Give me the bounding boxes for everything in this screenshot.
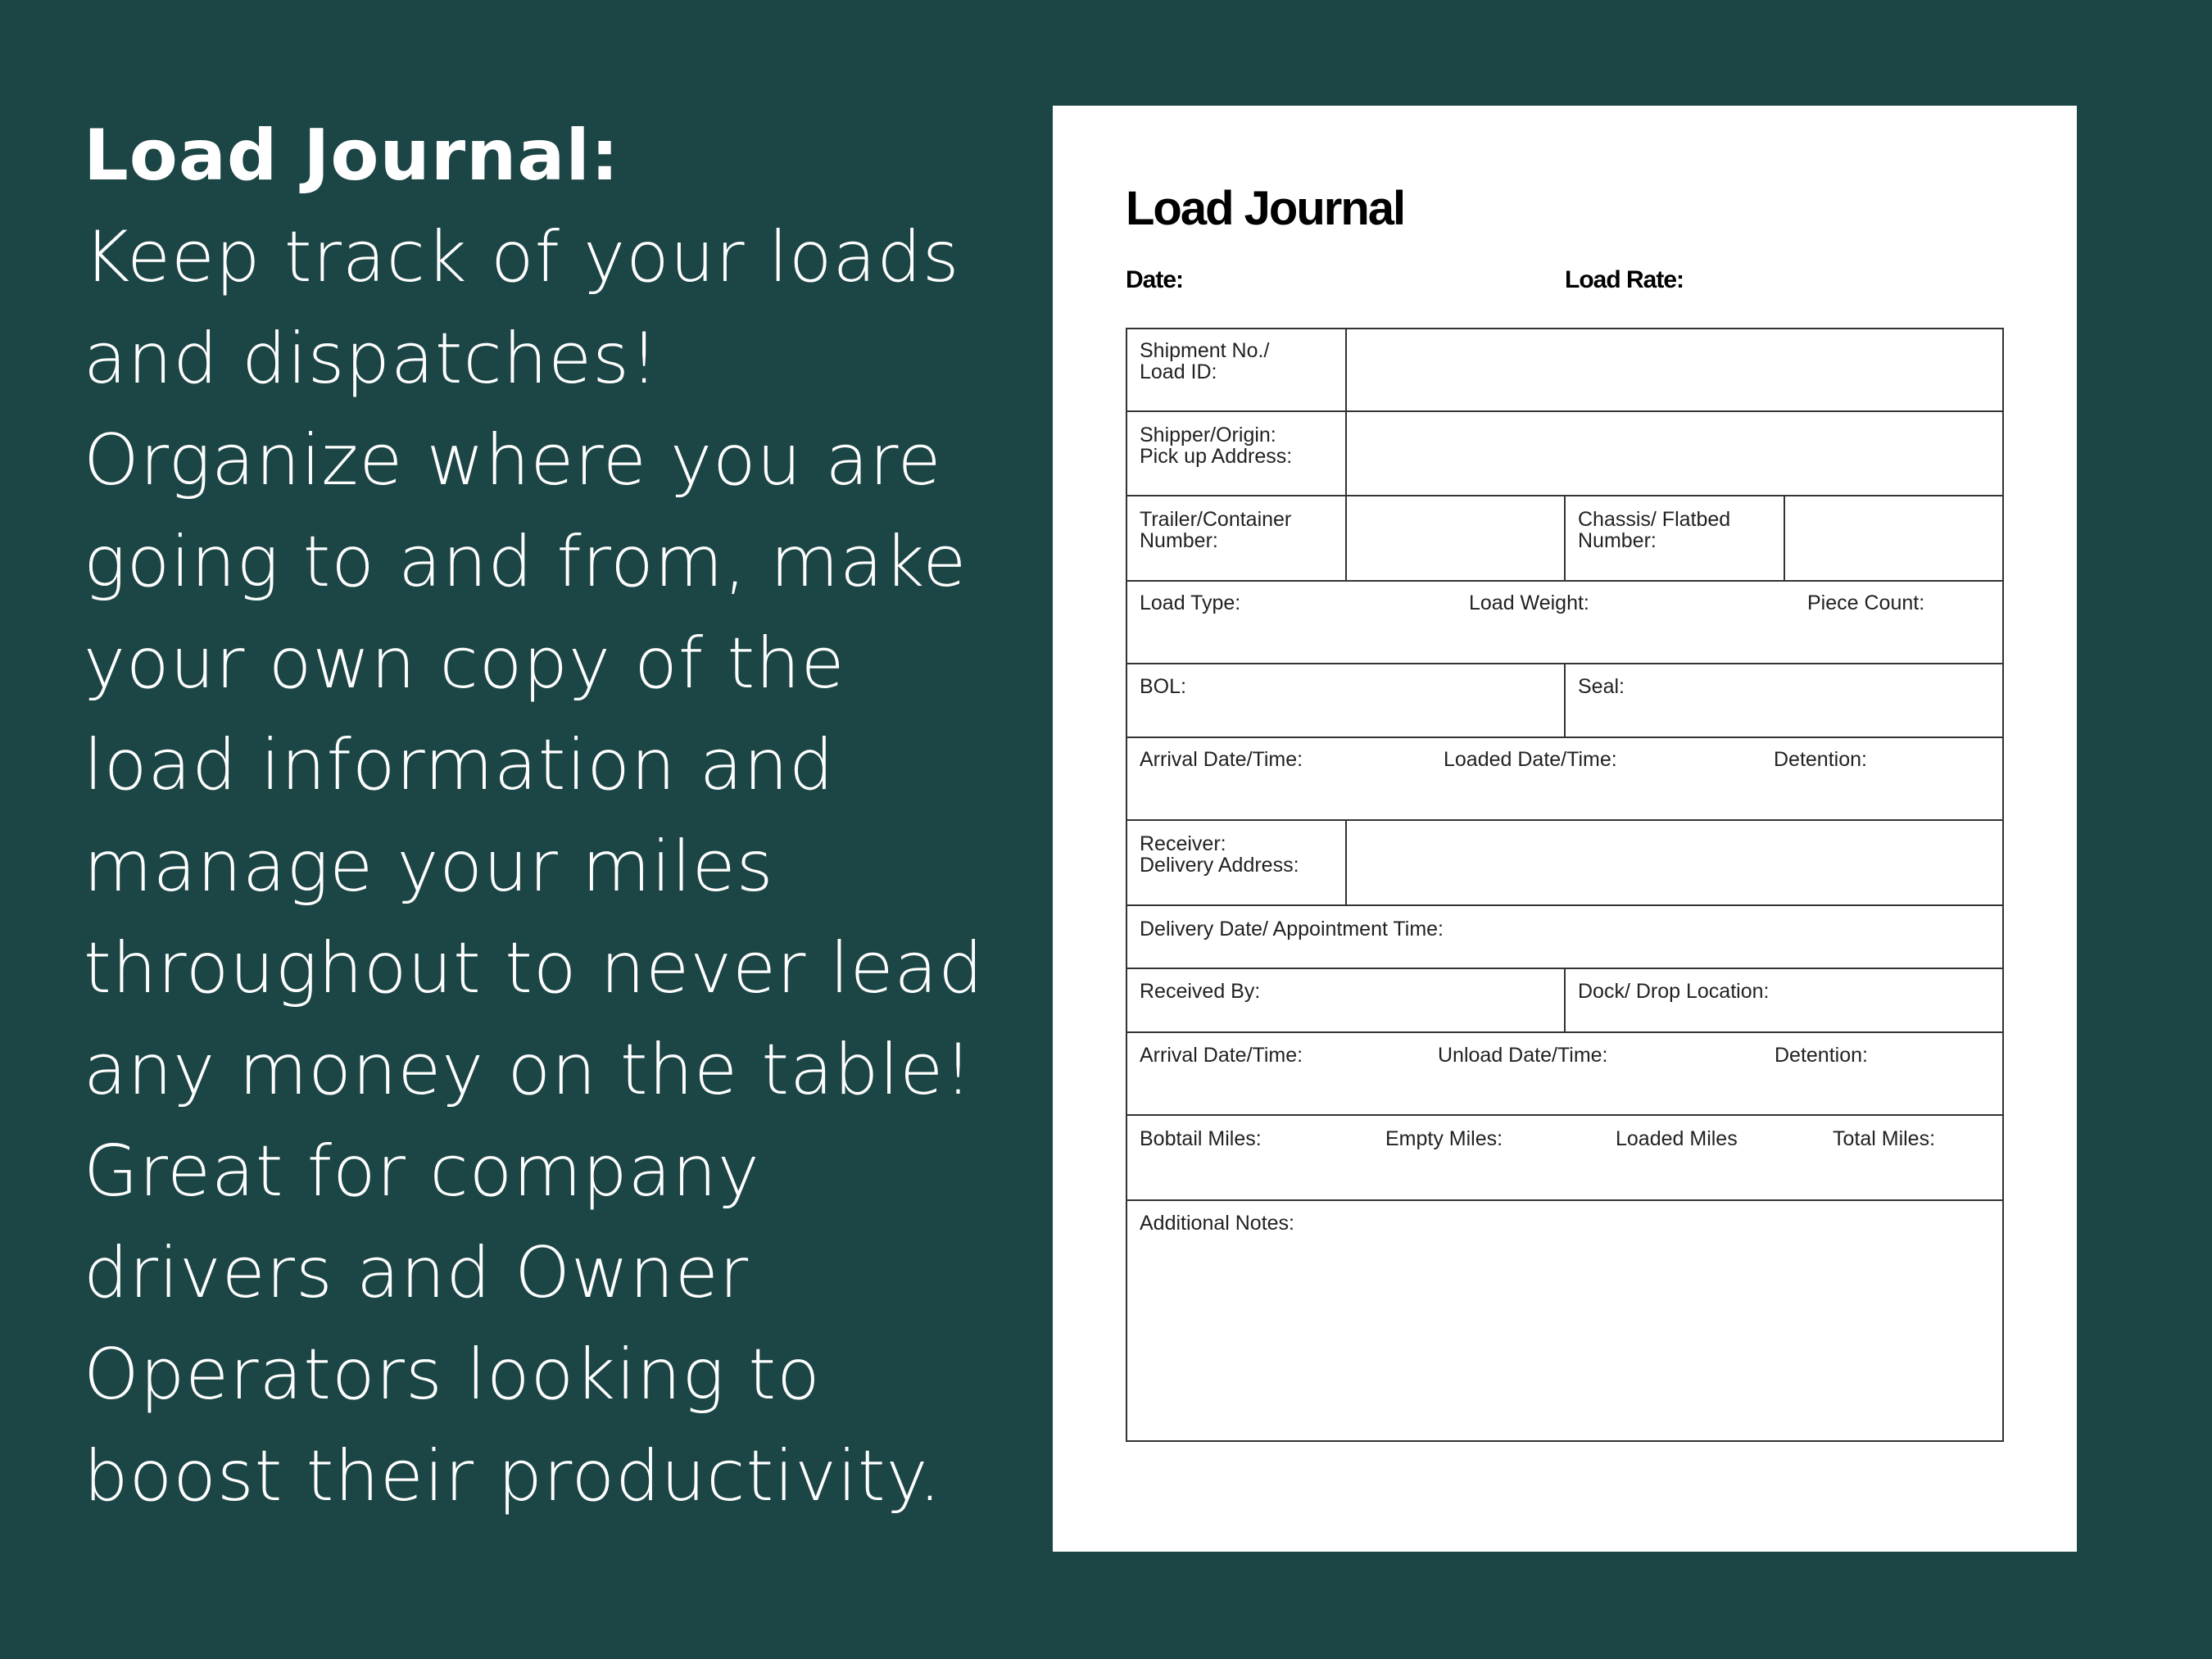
chassis-label: Chassis/ Flatbed Number:	[1578, 508, 1731, 552]
seal-label: Seal:	[1578, 675, 1625, 698]
piece-count-label: Piece Count:	[1807, 592, 1925, 614]
promo-line: Operators looking to	[84, 1334, 821, 1416]
divider	[1345, 328, 1347, 496]
divider	[1784, 495, 1785, 580]
divider	[1345, 495, 1347, 580]
loaded-time-label: Loaded Date/Time:	[1444, 748, 1617, 771]
promo-text	[84, 105, 984, 1527]
divider	[1126, 1440, 2004, 1442]
load-type-label: Load Type:	[1140, 592, 1241, 614]
divider	[1126, 580, 2004, 582]
promo-line: and dispatches!	[84, 318, 660, 400]
loaded-miles-label: Loaded Miles	[1616, 1127, 1738, 1150]
promo-line: manage your miles	[84, 826, 774, 908]
divider	[2002, 328, 2004, 1442]
arrival-label: Arrival Date/Time:	[1140, 748, 1303, 771]
promo-line: going to and from, make	[84, 521, 968, 603]
divider	[1564, 495, 1566, 580]
received-by-label: Received By:	[1140, 980, 1261, 1003]
receiver-label: Receiver: Delivery Address:	[1140, 832, 1299, 877]
promo-line: load information and	[84, 724, 835, 806]
empty-miles-label: Empty Miles:	[1385, 1127, 1503, 1150]
divider	[1345, 819, 1347, 904]
bol-label: BOL:	[1140, 675, 1186, 698]
shipper-label: Shipper/Origin: Pick up Address:	[1140, 424, 1293, 468]
load-rate-label: Load Rate:	[1565, 266, 1684, 293]
promo-line: drivers and Owner	[84, 1232, 750, 1314]
promo-line: any money on the table!	[84, 1029, 973, 1111]
bobtail-miles-label: Bobtail Miles:	[1140, 1127, 1262, 1150]
journal-page	[1053, 106, 2077, 1552]
delivery-date-label: Delivery Date/ Appointment Time:	[1140, 918, 1444, 941]
divider	[1564, 663, 1566, 737]
promo-line: throughout to never lead	[84, 927, 984, 1009]
promo-line: boost their productivity.	[84, 1435, 942, 1517]
arrival-label: Arrival Date/Time:	[1140, 1044, 1303, 1067]
date-label: Date:	[1126, 266, 1184, 293]
divider	[1126, 819, 2004, 821]
promo-line: Keep track of your loads	[84, 216, 960, 298]
journal-title: Load Journal	[1126, 182, 1405, 235]
promo-heading: Load Journal:	[84, 115, 620, 197]
detention-label: Detention:	[1774, 748, 1867, 771]
divider	[1126, 904, 2004, 906]
dock-label: Dock/ Drop Location:	[1578, 980, 1770, 1003]
load-weight-label: Load Weight:	[1469, 592, 1589, 614]
promo-line: Great for company	[84, 1131, 760, 1213]
promo-line: your own copy of the	[84, 623, 845, 705]
divider	[1126, 328, 1127, 1442]
divider	[1126, 1199, 2004, 1201]
additional-notes-label: Additional Notes:	[1140, 1212, 1295, 1235]
divider	[1126, 1031, 2004, 1033]
detention-label: Detention:	[1775, 1044, 1868, 1067]
unload-time-label: Unload Date/Time:	[1438, 1044, 1608, 1067]
divider	[1126, 1114, 2004, 1116]
trailer-label: Trailer/Container Number:	[1140, 508, 1292, 552]
divider	[1126, 737, 2004, 738]
divider	[1564, 968, 1566, 1031]
divider	[1126, 328, 2004, 329]
promo-line: Organize where you are	[84, 419, 942, 501]
shipment-label: Shipment No./ Load ID:	[1140, 339, 1270, 383]
total-miles-label: Total Miles:	[1833, 1127, 1936, 1150]
divider	[1126, 410, 2004, 412]
